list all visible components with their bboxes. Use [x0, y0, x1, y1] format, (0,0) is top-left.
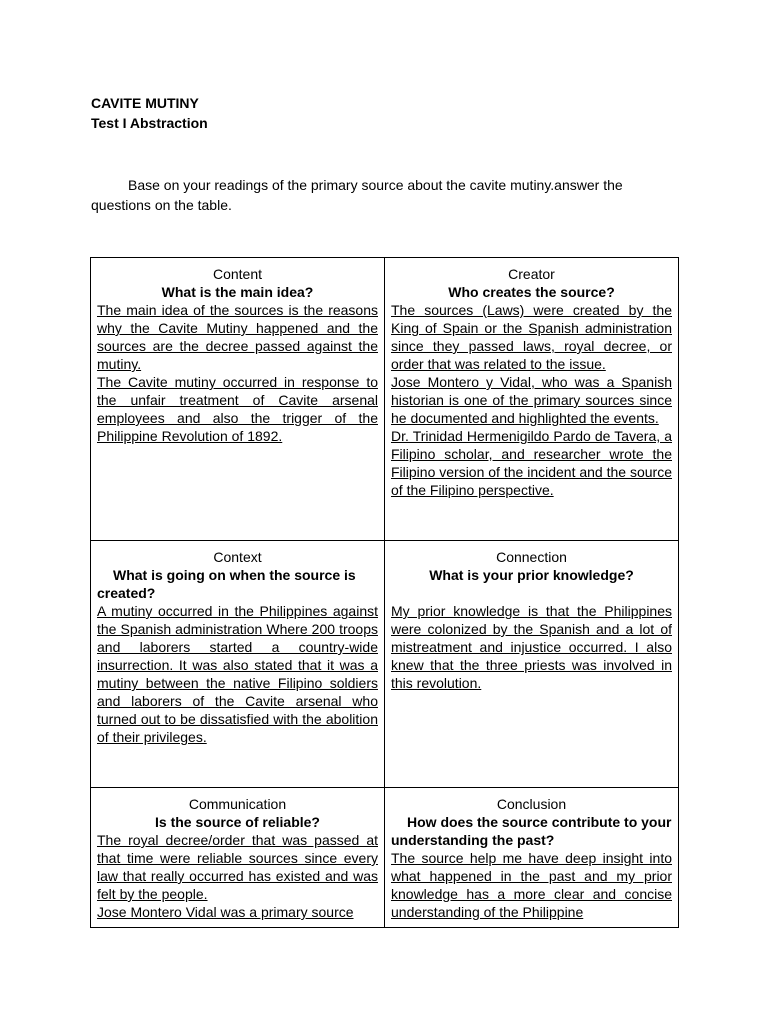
- communication-question: Is the source of reliable?: [155, 814, 320, 830]
- creator-label: Creator: [508, 266, 555, 282]
- creator-question: Who creates the source?: [448, 284, 615, 300]
- creator-cell: [385, 258, 679, 541]
- content-answer: The main idea of the sources is the reasons why the Cavite Mutiny happened and the sources are the decree passed against the mutiny.: [97, 302, 378, 372]
- connection-cell: [385, 541, 679, 788]
- conclusion-label: Conclusion: [496, 796, 567, 812]
- conclusion-answer: The source help me have deep insight into what happened in the past and my prior knowledge has a more clear and concise understanding of the Philippine: [391, 850, 672, 920]
- communication-label: Communication: [188, 796, 287, 812]
- communication-cell: [91, 788, 385, 928]
- communication-answer: Jose Montero Vidal was a primary source: [97, 904, 354, 920]
- context-question: What is going on when the source is created?: [97, 567, 356, 601]
- table-row: [91, 788, 679, 928]
- analysis-table: [90, 257, 679, 928]
- communication-answer: The royal decree/order that was passed at that time were reliable sources since every law that really occurred has existed and was felt by the people.: [97, 832, 378, 902]
- creator-answer: The sources (Laws) were created by the King of Spain or the Spanish administration since they passed laws, royal decree, or order that was related to the issue.: [391, 302, 672, 372]
- instructions-paragraph: Base on your readings of the primary source about the cavite mutiny.answer the questions on the table.: [91, 177, 623, 213]
- conclusion-question: How does the source contribute to your understanding the past?: [391, 814, 672, 848]
- connection-answer: My prior knowledge is that the Philippines were colonized by the Spanish and a lot of mistreatment and injustice occurred. I also knew that the three priests was involved in this revolution.: [391, 603, 672, 691]
- page-title: CAVITE MUTINY: [91, 95, 199, 111]
- creator-answer: Dr. Trinidad Hermenigildo Pardo de Tavera, a Filipino scholar, and researcher wrote the Filipino version of the incident and the source of the Filipino perspective.: [391, 428, 672, 498]
- table-row: [91, 541, 679, 788]
- content-cell: [91, 258, 385, 541]
- page-subtitle: Test I Abstraction: [91, 115, 208, 131]
- content-answer: The Cavite mutiny occurred in response to the unfair treatment of Cavite arsenal employees and also the trigger of the Philippine Revolution of 1892.: [97, 374, 378, 444]
- content-question: What is the main idea?: [161, 284, 314, 300]
- connection-question: What is your prior knowledge?: [429, 567, 634, 583]
- table-row: [91, 258, 679, 541]
- context-label: Context: [213, 549, 262, 565]
- context-answer: A mutiny occurred in the Philippines against the Spanish administration Where 200 troops and laborers started a country-wide insurrection. It was also stated that it was a mutiny between the native Filipino soldiers and laborers of the Cavite arsenal who turned out to be dissatisfied with the abolition of their privileges.: [97, 603, 378, 745]
- context-cell: [91, 541, 385, 788]
- question-spacer: [391, 584, 672, 602]
- conclusion-cell: [385, 788, 679, 928]
- page-header: [91, 93, 208, 133]
- content-label: Content: [212, 266, 263, 282]
- connection-label: Connection: [496, 549, 567, 565]
- creator-answer: Jose Montero y Vidal, who was a Spanish historian is one of the primary sources since he documented and highlighted the events.: [391, 374, 672, 426]
